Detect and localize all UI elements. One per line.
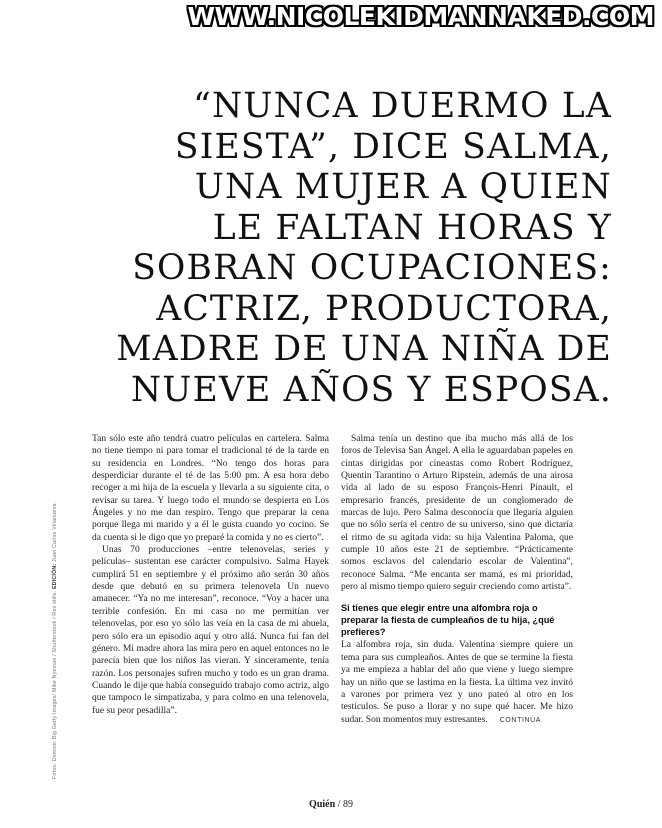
headline-line: UNA MUJER A QUIEN [194, 167, 612, 207]
edition-label: EDICIÓN: [52, 563, 58, 590]
site-watermark: WWW.NICOLEKIDMANNAKED.COM [187, 2, 654, 31]
magazine-name: Quién [309, 799, 336, 810]
interview-question: Si tienes que elegir entre una alfombra roja o preparar la fiesta de cumpleaños de tu hija, ¿qué prefieres? [341, 603, 555, 638]
headline-line: LE FALTAN HORAS Y [212, 207, 612, 248]
folio-separator: / [335, 799, 343, 810]
page-folio [0, 799, 662, 810]
pull-quote-headline [92, 86, 612, 410]
page-number: 89 [342, 799, 353, 810]
article-column-right [341, 433, 573, 727]
article-column-left [92, 433, 329, 717]
continues-marker: CONTINÚA [499, 716, 542, 724]
headline-line: SIESTA”, DICE SALMA, [174, 126, 612, 167]
answer-text: La alfombra roja, sin duda. Valentina siempre quiere un tema para sus cumpleaños. Antes de que se termine la fiesta ya me empieza a hablar del año que viene y luego siempre hay un niño que se lastima en la fiesta. La última vez invitó a varones por primera vez y uno pateó al otro en los testículos. Se puso a llorar y no supe qué hacer. Me hizo sudar. Son momentos muy estresantes. [341, 640, 573, 725]
headline-line: SOBRAN OCUPACIONES: [132, 248, 612, 288]
body-paragraph: Tan sólo este año tendrá cuatro películas en cartelera. Salma no tiene tiempo ni para tomar el tradicional té de la tarde en su residencia en Londres. “No tengo dos horas para desperdiciar durante el té de las 5:00 pm. A esa hora debo recoger a mi hija de la escuela y llevarla a su siguiente cita, o revisar su tarea. Y luego todo el mundo se despierta en Los Ángeles y no me dan respiro. Tengo que preparar la cena porque llega mi marido y a él le gusta cuando yo cocino. Se da cuenta si le digo que yo preparé la comida y no es cierto”. [92, 434, 329, 543]
interview-answer [341, 639, 573, 726]
photo-credit-text: Fotos: Dominic Big Getty Images/ Mike Nyeman / Shutterstock / Rex stills. [52, 590, 58, 779]
headline-line: “NUNCA DUERMO LA [193, 86, 612, 126]
body-paragraph: Salma tenía un destino que iba mucho más allá de los foros de Televisa San Ángel. A ella le aguardaban papeles en cintas dirigidas por cineastas como Robert Rodríguez, Quentin Tarantino o Arturo Ripstein, además de una airosa vida al lado de su esposo François-Henri Pinault, el empresario francés, presidente de un conglomerado de marcas de lujo. Pero Salma desconocía que llegaría alguien que no sólo sería el centro de su universo, sino que dictaría el ritmo de su agitada vida: su hija Valentina Paloma, que cumple 10 años este 21 de septiembre. “Prácticamente somos esclavos del calendario escolar de Valentina”, reconoce Salma. “Me encanta ser mamá, es mi prioridad, pero al mismo tiempo quiero seguir creciendo como artista”. [341, 434, 573, 593]
editor-name: Juan Carlos Villanueva. [52, 501, 58, 562]
body-paragraph: Unas 70 producciones –entre telenovelas, series y películas– sustentan ese carácter compulsivo. Salma Hayek cumplirá 51 en septiembre y el próximo año serán 30 años desde que debutó en su primera telenovela Un nuevo amanecer. “Ya no me interesan”, reconoce. “Voy a hacer una terrible confesión. En mi casa no me permitían ver telenovelas, por eso yo sólo las veía en la casa de mi abuela, pero sólo era un episodio aquí y otro allá. Nunca fui fan del género. Mi madre ahora las mira pero en aquel entonces no le parecía bien que los niños las vieran. Y sinceramente, tenía razón. Los personajes sufren mucho y todo es un gran drama. Cuando le dije que había conseguido trabajo como actriz, algo que tampoco le simpatizaba, y para colmo en una telenovela, fue su peor pesadilla”. [92, 545, 329, 716]
photo-credit [52, 502, 58, 779]
headline-line: ACTRIZ, PRODUCTORA, [156, 288, 612, 329]
headline-line: NUEVE AÑOS Y ESPOSA. [130, 369, 612, 410]
headline-line: MADRE DE UNA NIÑA DE [116, 329, 612, 369]
